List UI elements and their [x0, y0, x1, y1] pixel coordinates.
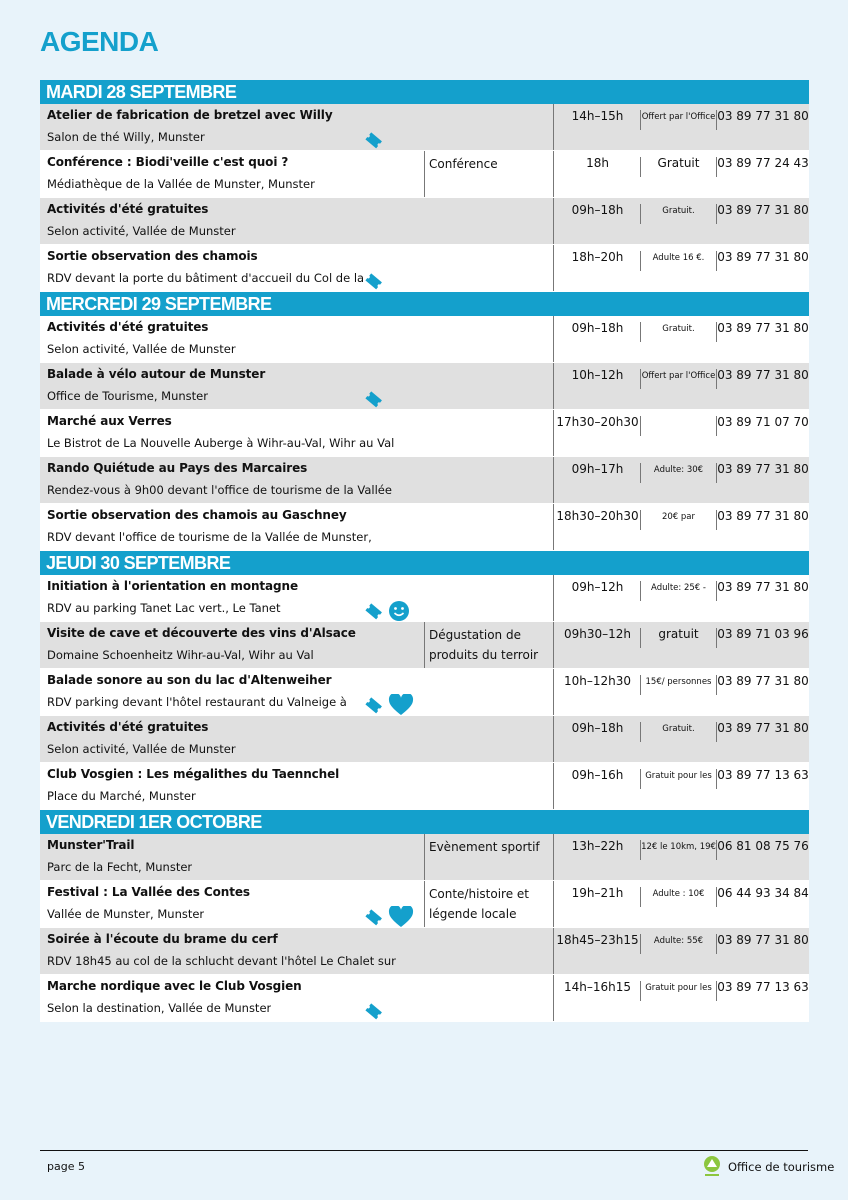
event-icons — [364, 695, 414, 715]
event-icons — [364, 130, 384, 150]
event-price: gratuit — [658, 627, 699, 641]
event-title: Marché aux Verres — [47, 414, 172, 428]
event-title: Activités d'été gratuites — [47, 720, 209, 734]
event-title: Balade à vélo autour de Munster — [47, 367, 266, 381]
event-row — [40, 104, 809, 151]
event-row — [40, 622, 809, 669]
event-location: RDV parking devant l'hôtel restaurant du Valneige à — [47, 695, 347, 709]
smiley-icon — [388, 600, 410, 622]
event-time: 17h30–20h30 — [553, 410, 641, 456]
event-title: Soirée à l'écoute du brame du cerf — [47, 932, 278, 946]
event-price: Gratuit pour les — [645, 983, 712, 993]
event-price: 12€ le 10km, 19€ — [641, 842, 716, 852]
event-category: Evènement sportif — [424, 834, 552, 880]
event-time: 09h–18h — [553, 716, 641, 762]
event-phone: 03 89 77 31 80 — [717, 462, 809, 476]
event-price: Gratuit pour les — [645, 771, 712, 781]
event-category: Dégustation de produits du terroir — [424, 622, 552, 668]
event-title: Club Vosgien : Les mégalithes du Taennchel — [47, 767, 340, 781]
event-title: Marche nordique avec le Club Vosgien — [47, 979, 302, 993]
heart-icon — [388, 906, 414, 928]
event-row — [40, 975, 809, 1022]
agenda-table — [40, 80, 809, 1022]
event-price: Adulte 16 €. — [652, 253, 705, 263]
event-price: Gratuit. — [662, 324, 695, 334]
event-phone: 03 89 71 03 96 — [717, 627, 809, 641]
event-location: RDV au parking Tanet Lac vert., Le Tanet — [47, 601, 281, 615]
event-icons — [364, 601, 410, 621]
ticket-icon — [364, 602, 384, 620]
event-row — [40, 316, 809, 363]
event-price: 15€/ personnes — [645, 677, 712, 687]
event-phone: 03 89 77 31 80 — [717, 368, 809, 382]
event-price: Gratuit — [657, 156, 700, 170]
event-location: Médiathèque de la Vallée de Munster, Munster — [47, 177, 315, 191]
event-location: Domaine Schoenheitz Wihr-au-Val, Wihr au Val — [47, 648, 314, 662]
event-time: 09h–16h — [553, 763, 641, 809]
event-row — [40, 151, 809, 198]
event-phone: 03 89 77 31 80 — [717, 580, 809, 594]
event-phone: 03 89 77 31 80 — [717, 721, 809, 735]
event-price: 20€ par — [661, 512, 696, 522]
event-row — [40, 716, 809, 763]
ticket-icon — [364, 131, 384, 149]
event-row — [40, 410, 809, 457]
event-phone: 03 89 77 31 80 — [717, 509, 809, 523]
event-price: Adulte: 55€ — [653, 936, 704, 946]
event-row — [40, 245, 809, 292]
event-time: 18h30–20h30 — [553, 504, 641, 550]
heart-icon — [388, 694, 414, 716]
event-phone: 06 44 93 34 84 — [717, 886, 809, 900]
event-location: RDV 18h45 au col de la schlucht devant l'hôtel Le Chalet sur — [47, 954, 396, 968]
event-title: Initiation à l'orientation en montagne — [47, 579, 299, 593]
event-price — [641, 410, 716, 456]
ticket-icon — [364, 908, 384, 926]
event-phone: 03 89 77 13 63 — [717, 980, 809, 994]
event-time: 09h30–12h — [553, 622, 641, 668]
event-price: Offert par l'Office — [641, 112, 716, 122]
event-title: Balade sonore au son du lac d'Altenweiher — [47, 673, 332, 687]
event-title: Munster'Trail — [47, 838, 135, 852]
event-phone: 03 89 71 07 70 — [717, 415, 809, 429]
event-phone: 03 89 77 31 80 — [717, 674, 809, 688]
event-time: 09h–12h — [553, 575, 641, 621]
page-number: page 5 — [47, 1160, 85, 1173]
event-location: RDV devant la porte du bâtiment d'accueil du Col de la — [47, 271, 365, 285]
event-title: Rando Quiétude au Pays des Marcaires — [47, 461, 308, 475]
event-row — [40, 669, 809, 716]
event-price: Offert par l'Office — [641, 371, 716, 381]
event-category: Conférence — [424, 151, 552, 197]
event-location: Vallée de Munster, Munster — [47, 907, 205, 921]
event-row — [40, 504, 809, 551]
event-location: Parc de la Fecht, Munster — [47, 860, 193, 874]
day-header: JEUDI 30 SEPTEMBRE — [40, 551, 809, 575]
event-row — [40, 198, 809, 245]
day-header: VENDREDI 1ER OCTOBRE — [40, 810, 809, 834]
event-price: Adulte : 10€ — [652, 889, 705, 899]
event-time: 18h–20h — [553, 245, 641, 291]
event-location: Selon la destination, Vallée de Munster — [47, 1001, 272, 1015]
event-icons — [364, 389, 384, 409]
ticket-icon — [364, 390, 384, 408]
office-logo-icon — [702, 1155, 722, 1179]
event-location: Salon de thé Willy, Munster — [47, 130, 205, 144]
event-title: Atelier de fabrication de bretzel avec Willy — [47, 108, 333, 122]
footer-divider — [40, 1150, 808, 1151]
event-category: Conte/histoire et légende locale — [424, 881, 552, 927]
event-phone: 03 89 77 31 80 — [717, 321, 809, 335]
event-title: Visite de cave et découverte des vins d'Alsace — [47, 626, 356, 640]
event-price: Gratuit. — [662, 206, 695, 216]
event-location: Rendez-vous à 9h00 devant l'office de tourisme de la Vallée — [47, 483, 392, 497]
event-price: Adulte: 30€ — [653, 465, 704, 475]
event-phone: 06 81 08 75 76 — [717, 839, 809, 853]
event-phone: 03 89 77 24 43 — [717, 156, 809, 170]
event-location: Selon activité, Vallée de Munster — [47, 742, 236, 756]
event-icons — [364, 907, 414, 927]
ticket-icon — [364, 696, 384, 714]
event-title: Sortie observation des chamois au Gaschney — [47, 508, 347, 522]
page-title: AGENDA — [40, 26, 159, 57]
event-price: Gratuit. — [662, 724, 695, 734]
event-phone: 03 89 77 31 80 — [717, 250, 809, 264]
event-time: 13h–22h — [553, 834, 641, 880]
event-location: Selon activité, Vallée de Munster — [47, 224, 236, 238]
event-phone: 03 89 77 31 80 — [717, 203, 809, 217]
event-time: 19h–21h — [553, 881, 641, 927]
event-icons — [364, 1001, 384, 1021]
event-location: RDV devant l'office de tourisme de la Vallée de Munster, — [47, 530, 372, 544]
event-title: Sortie observation des chamois — [47, 249, 258, 263]
event-row — [40, 575, 809, 622]
event-row — [40, 363, 809, 410]
event-time: 14h–16h15 — [553, 975, 641, 1021]
event-time: 18h45–23h15 — [553, 928, 641, 974]
footer-brand: Office de tourisme — [728, 1160, 835, 1174]
event-time: 09h–18h — [553, 198, 641, 244]
event-row — [40, 763, 809, 810]
event-icons — [364, 271, 384, 291]
event-phone: 03 89 77 31 80 — [717, 933, 809, 947]
event-row — [40, 881, 809, 928]
day-header: MARDI 28 SEPTEMBRE — [40, 80, 809, 104]
event-location: Selon activité, Vallée de Munster — [47, 342, 236, 356]
event-location: Office de Tourisme, Munster — [47, 389, 208, 403]
event-row — [40, 928, 809, 975]
event-title: Activités d'été gratuites — [47, 320, 209, 334]
day-header: MERCREDI 29 SEPTEMBRE — [40, 292, 809, 316]
event-time: 10h–12h30 — [553, 669, 641, 715]
event-time: 18h — [553, 151, 641, 197]
event-time: 14h–15h — [553, 104, 641, 150]
event-location: Le Bistrot de La Nouvelle Auberge à Wihr-au-Val, Wihr au Val — [47, 436, 395, 450]
event-row — [40, 457, 809, 504]
event-row — [40, 834, 809, 881]
event-time: 09h–18h — [553, 316, 641, 362]
event-phone: 03 89 77 31 80 — [717, 109, 809, 123]
event-title: Festival : La Vallée des Contes — [47, 885, 250, 899]
event-time: 10h–12h — [553, 363, 641, 409]
ticket-icon — [364, 1002, 384, 1020]
event-price: Adulte: 25€ - — [651, 583, 706, 593]
event-time: 09h–17h — [553, 457, 641, 503]
event-title: Activités d'été gratuites — [47, 202, 209, 216]
event-location: Place du Marché, Munster — [47, 789, 196, 803]
ticket-icon — [364, 272, 384, 290]
event-title: Conférence : Biodi'veille c'est quoi ? — [47, 155, 289, 169]
event-phone: 03 89 77 13 63 — [717, 768, 809, 782]
